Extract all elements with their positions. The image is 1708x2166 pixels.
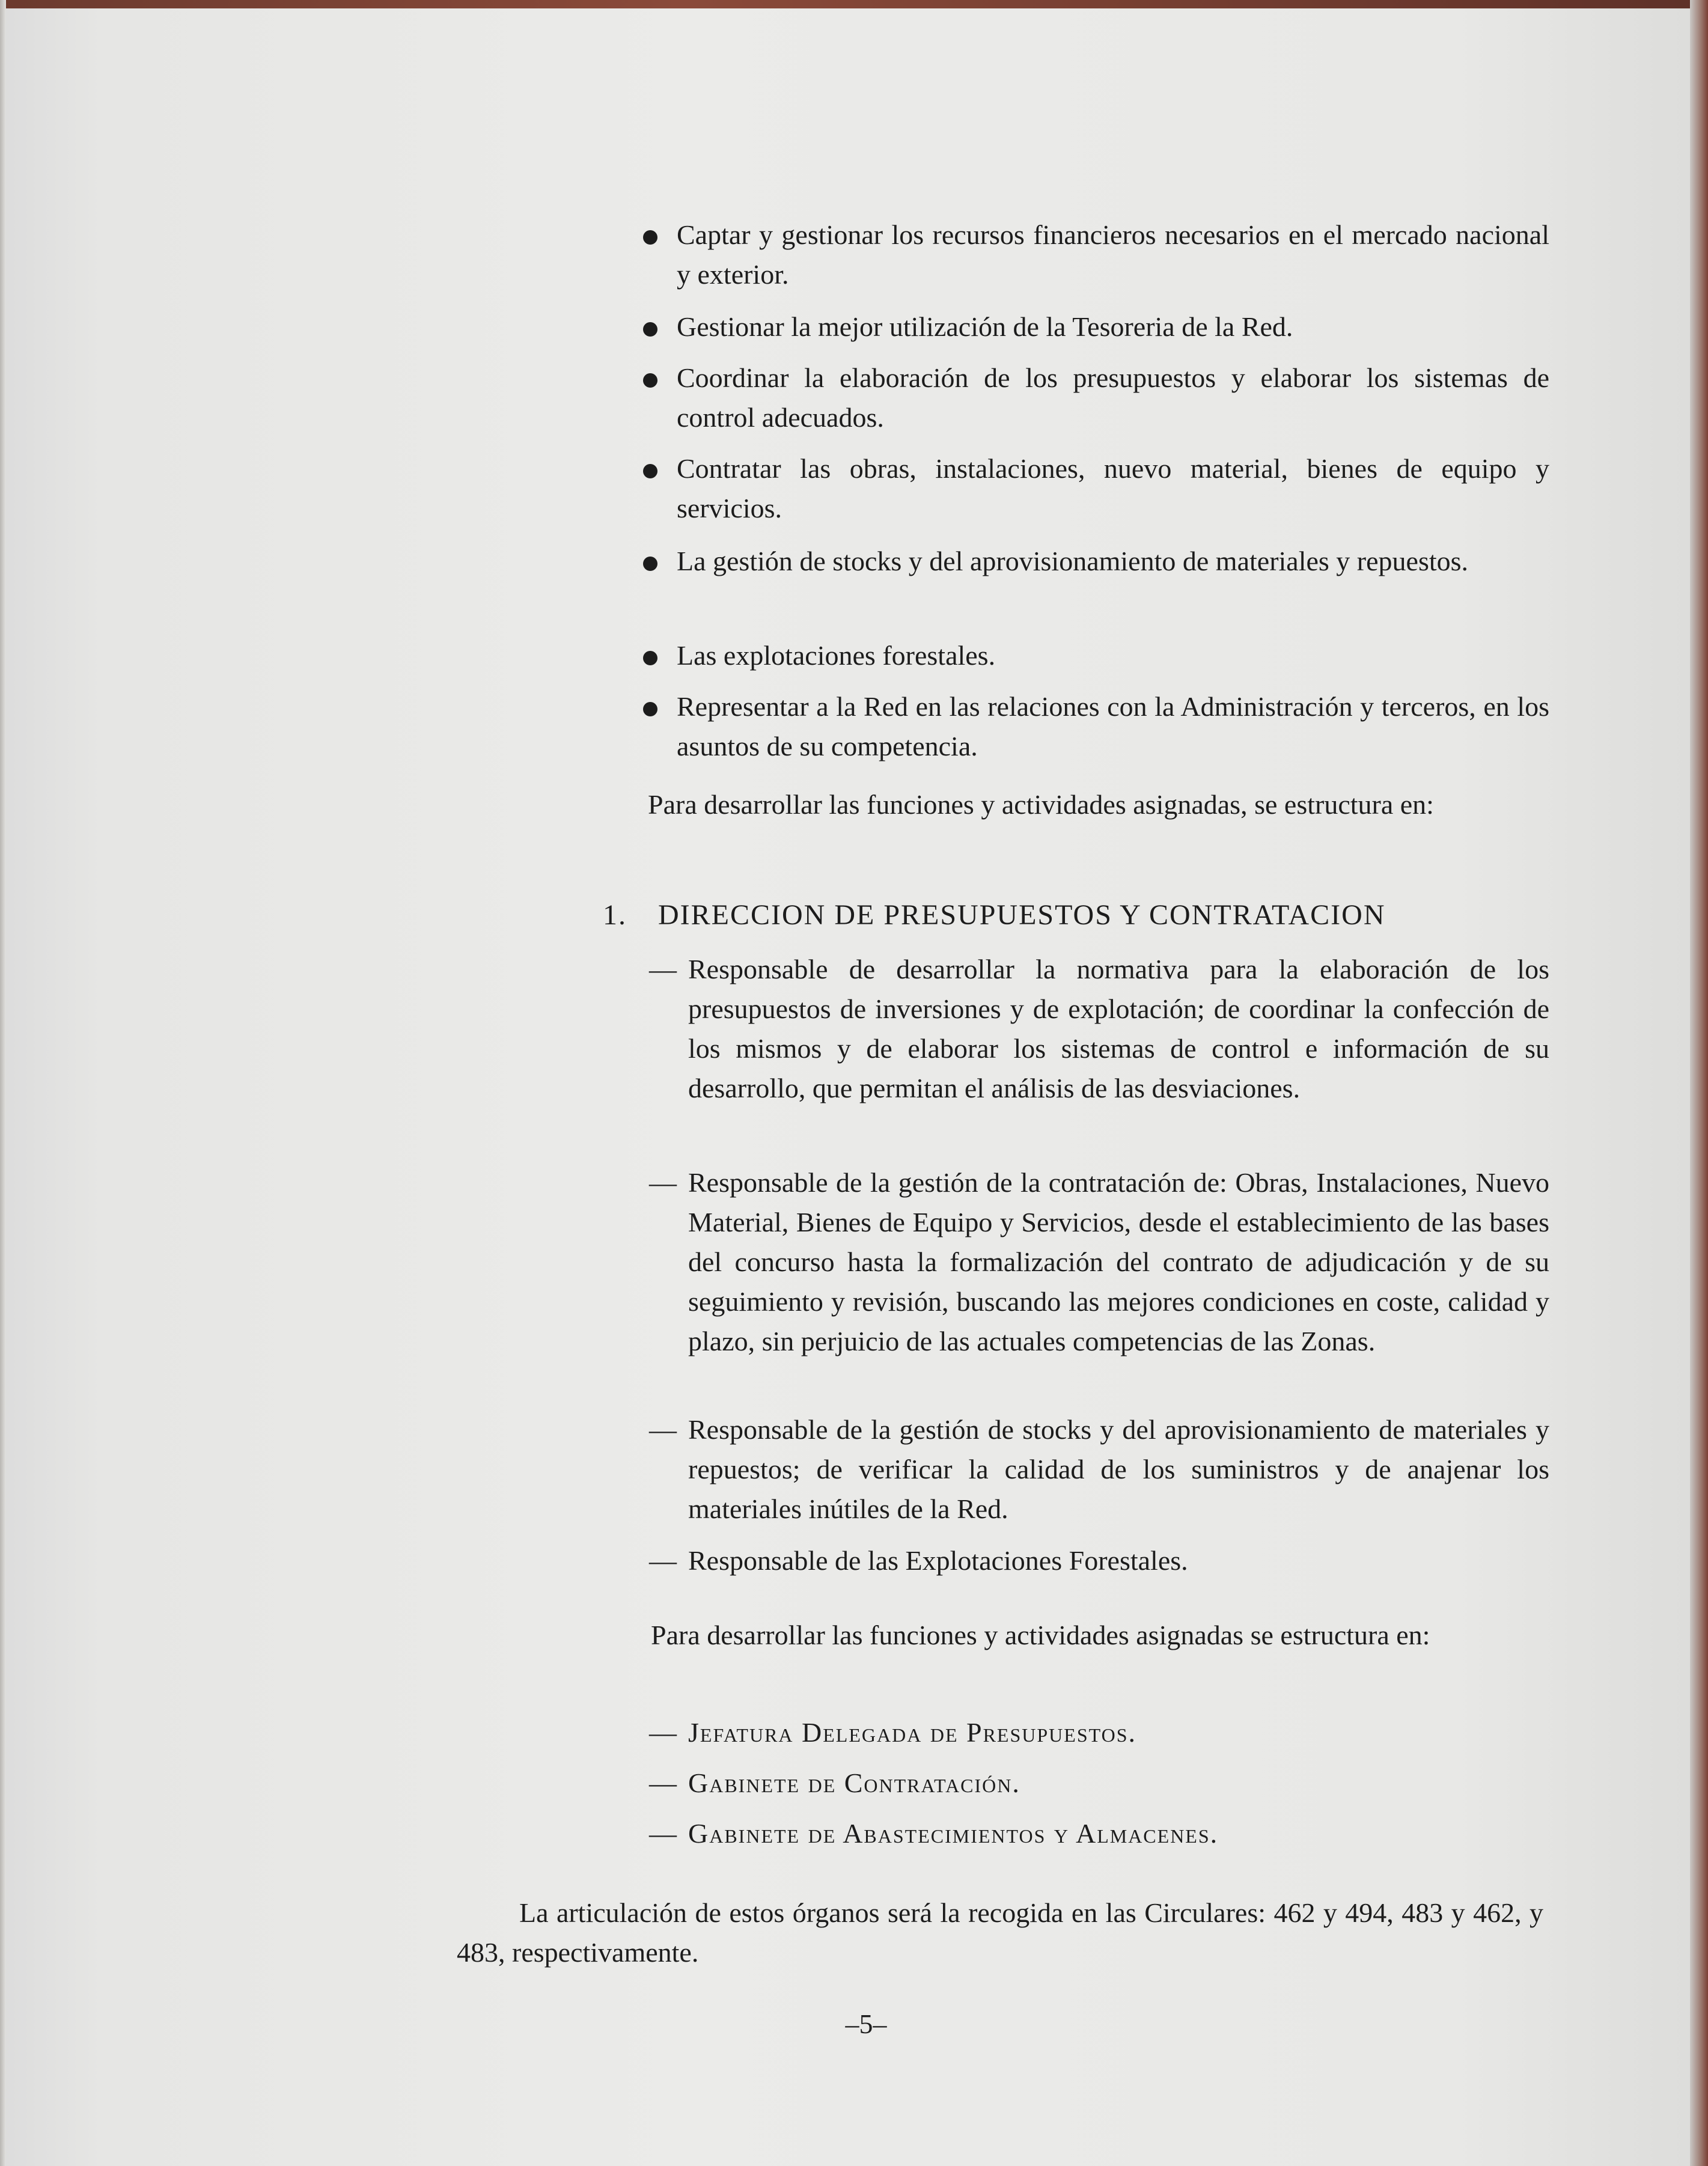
page-edge-top [0,0,1708,8]
unit-item [649,1814,1549,1853]
responsibility-item [649,950,1549,1108]
responsibility-item [649,1163,1549,1361]
unit-item [649,1763,1549,1803]
bullet-text: Coordinar la elaboración de los presupuestos y elaborar los sistemas de control adecuados. [677,362,1549,433]
bullet-item [643,542,1549,581]
bullet-text: Las explotaciones forestales. [677,640,996,671]
structure-paragraph: Para desarrollar las funciones y actividades asignadas se estructura en: [651,1620,1430,1650]
page-number: –5– [845,2009,887,2039]
bullet-icon [643,373,657,388]
responsibility-item [649,1541,1549,1581]
section-heading [603,895,1385,935]
responsibility-text: Responsable de las Explotaciones Forestales. [688,1545,1188,1576]
unit-name: Gabinete de Contratación. [688,1768,1020,1798]
unit-name: Gabinete de Abastecimientos y Almacenes. [688,1818,1219,1849]
page-edge-left [0,0,6,2166]
unit-item [649,1713,1549,1753]
section-number: 1. [603,899,627,931]
bullet-icon [643,322,657,337]
bullet-text: Representar a la Red en las relaciones con la Administración y terceros, en los asuntos de su competencia. [677,691,1549,761]
dash-mark: — [649,954,677,984]
bullet-text: Contratar las obras, instalaciones, nuevo material, bienes de equipo y servicios. [677,453,1549,523]
responsibility-text: Responsable de desarrollar la normativa para la elaboración de los presupuestos de inversiones y de explotación; de coordinar la confección de los mismos y de elaborar los sistemas de control e información de su desarrollo, que permitan el análisis de las desviaciones. [688,954,1549,1103]
bullet-icon [643,702,657,716]
dash-mark: — [649,1717,677,1748]
dash-mark: — [649,1167,677,1198]
closing-paragraph: La articulación de estos órganos será la recogida en las Circulares: 462 y 494, 483 y 462, y 483, respectivamente. [457,1897,1543,1968]
bullet-item [643,687,1549,766]
bullet-item [643,358,1549,438]
dash-mark: — [649,1545,677,1576]
responsibility-item [649,1410,1549,1529]
dash-mark: — [649,1414,677,1445]
dash-mark: — [649,1768,677,1798]
responsibility-text: Responsable de la gestión de stocks y del aprovisionamiento de materiales y repuestos; de verificar la calidad de los suministros y de anajenar los materiales inútiles de la Red. [688,1414,1549,1524]
dash-mark: — [649,1818,677,1849]
section-title: DIRECCION DE PRESUPUESTOS Y CONTRATACION [658,899,1386,931]
bullet-item [643,449,1549,528]
bullet-text: Captar y gestionar los recursos financieros necesarios en el mercado nacional y exterior. [677,219,1549,290]
bullet-text: Gestionar la mejor utilización de la Tesoreria de la Red. [677,311,1293,342]
bullet-text: La gestión de stocks y del aprovisionamiento de materiales y repuestos. [677,546,1469,576]
page-edge-right [1690,0,1708,2166]
bullet-icon [643,230,657,245]
bullet-item [643,215,1549,294]
bullet-icon [643,557,657,571]
bullet-item [643,636,1549,676]
unit-name: Jefatura Delegada de Presupuestos. [688,1717,1137,1748]
bullet-icon [643,651,657,665]
responsibility-text: Responsable de la gestión de la contratación de: Obras, Instalaciones, Nuevo Material, Bienes de Equipo y Servicios, desde el establecimiento de las bases del concurso hasta la formalización del contrato de adjudicación y de su seguimiento y revisión, buscando las mejores condiciones en coste, calidad y plazo, sin perjuicio de las actuales competencias de las Zonas. [688,1167,1549,1356]
bullet-item [643,307,1549,347]
bullet-icon [643,464,657,478]
intro-paragraph: Para desarrollar las funciones y actividades asignadas, se estructura en: [648,789,1434,820]
